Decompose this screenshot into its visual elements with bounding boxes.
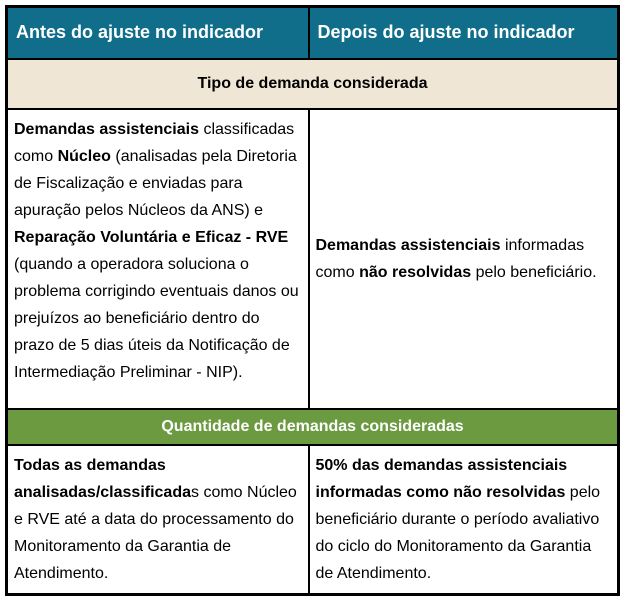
table-header-row [7,7,619,59]
cell-antes-quantidade-demandas: Todas as demandas analisadas/classificadas como Núcleo e RVE até a data do processamento do Monitoramento da Garantia de Atendimento. [7,445,309,595]
header-depois-do-ajuste: Depois do ajuste no indicador [309,7,619,59]
cell-depois-tipo-demanda: Demandas assistenciais informadas como não resolvidas pelo beneficiário. [309,109,619,409]
section-row-tipo-demanda [7,59,619,109]
comparison-table [5,5,620,596]
content-row-quantidade-demandas [7,445,619,595]
cell-depois-quantidade-demandas: 50% das demandas assistenciais informadas como não resolvidas pelo beneficiário durante o período avaliativo do ciclo do Monitoramento da Garantia de Atendimento. [309,445,619,595]
section-title-quantidade-demandas: Quantidade de demandas consideradas [7,409,619,445]
header-antes-do-ajuste: Antes do ajuste no indicador [7,7,309,59]
content-row-tipo-demanda [7,109,619,409]
section-title-tipo-demanda: Tipo de demanda considerada [7,59,619,109]
section-row-quantidade-demandas [7,409,619,445]
cell-antes-tipo-demanda: Demandas assistenciais classificadas como Núcleo (analisadas pela Diretoria de Fiscalização e enviadas para apuração pelos Núcleos da ANS) e Reparação Voluntária e Eficaz - RVE (quando a operadora soluciona o problema corrigindo eventuais danos ou prejuízos ao beneficiário dentro do prazo de 5 dias úteis da Notificação de Intermediação Preliminar - NIP). [7,109,309,409]
